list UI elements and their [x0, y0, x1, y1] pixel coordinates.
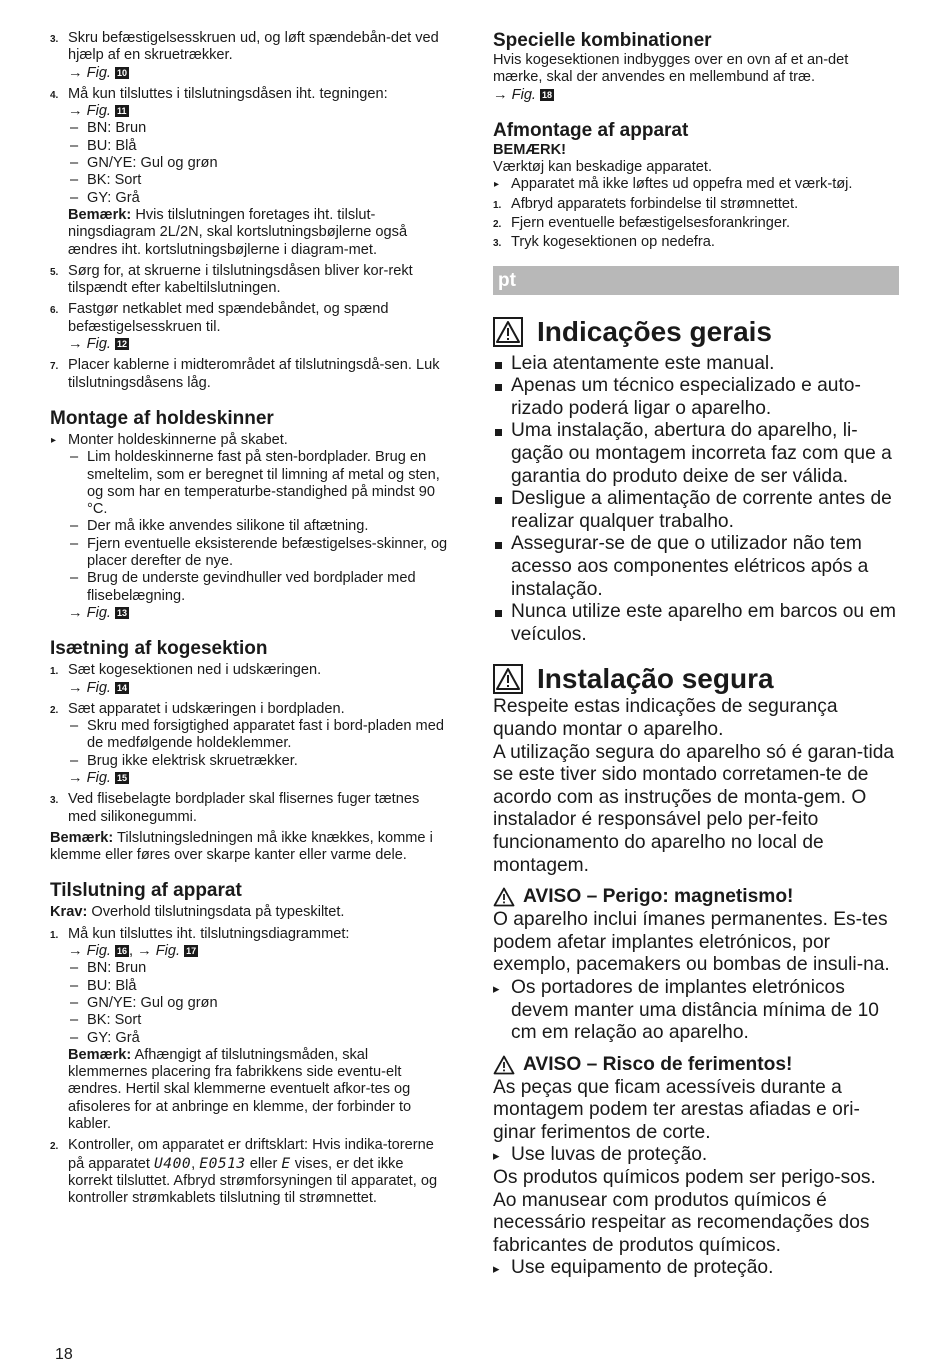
instruction-step: ▸ Monter holdeskinnerne på skabet.: [50, 432, 450, 449]
paragraph: Hvis kogesektionen indbygges over en ovn af et an-det mærke, skal der anvendes en mellembund af træ.: [493, 52, 849, 86]
substep: – Der må ikke anvendes silikone til aftætning.: [68, 518, 450, 535]
note: Bemærk: Afhængigt af tilslutningsmåden, skal klemmernes placering fra fabrikkens side eventu-elt ændres. Hertil skal klemmerne eventuelt afkor-tes og afisoleres for at anbringe en klemme, der forbinder to kabler.: [68, 1046, 412, 1133]
figure-ref: → Fig. 13: [68, 604, 127, 621]
note: Bemærk: Tilslutningsledningen må ikke knækkes, komme i klemme eller føres over skarpe kanter eller varme dele.: [50, 829, 433, 864]
heading-tilslutning: Tilslutning af apparat: [50, 880, 242, 902]
wire-item: – GN/YE: Gul og grøn: [68, 995, 450, 1012]
list-item: Desligue a alimentação de corrente antes de realizar qualquer trabalho.: [493, 488, 899, 533]
display-code: E0513: [199, 1154, 246, 1172]
wire-item: – BU: Blå: [68, 978, 450, 995]
requirement: Krav: Overhold tilslutningsdata på typeskiltet.: [50, 904, 345, 921]
step-5: 5. Sørg for, at skruerne i tilslutningsdåsen bliver kor-rekt tilspændt efter kabeltilslutningen.: [50, 262, 413, 297]
figure-number-badge: 10: [116, 67, 127, 78]
step-7: 7. Placer kablerne i midterområdet af tilslutningsdå-sen. Luk tilslutningsdåsens låg.: [50, 357, 440, 391]
warning-injury-heading: AVISO – Risco de ferimentos!: [493, 1053, 899, 1077]
bullet-list: [493, 353, 899, 647]
wire-item: – BU: Blå: [68, 138, 450, 155]
display-code: U400: [154, 1154, 192, 1172]
note-label: BEMÆRK!: [493, 141, 566, 158]
right-column: [493, 30, 899, 1280]
heading-indicacoes: Indicações gerais: [493, 315, 899, 349]
list-item: Leia atentamente este manual.: [493, 353, 899, 376]
wire-item: – GN/YE: Gul og grøn: [68, 155, 450, 172]
instruction-step: ▸ Apparatet må ikke løftes ud oppefra med et værk-tøj.: [493, 176, 899, 193]
substep: – Fjern eventuelle eksisterende befæstigelses-skinner, og placer derefter de nye.: [68, 536, 450, 571]
step-3-unscrew: 3. Skru befæstigelsesskruen ud, og løft spændebån-det ved hjælp af en skruetrækker. → Fig. 10: [50, 30, 450, 82]
step-2: 2. Fjern eventuelle befæstigelsesforankringer.: [493, 215, 791, 232]
warning-icon: [493, 664, 523, 694]
paragraph: Respeite estas indicações de segurança quando montar o aparelho.: [493, 696, 838, 740]
figure-number-badge: 18: [541, 89, 552, 100]
heading-specielle: Specielle kombinationer: [493, 30, 712, 51]
warning-magnetism-heading: AVISO – Perigo: magnetismo!: [493, 885, 899, 909]
paragraph: Os produtos químicos podem ser perigo-sos. Ao manusear com produtos químicos é necessário respeitar as recomendações dos fabricantes de produtos químicos.: [493, 1167, 876, 1256]
step-2: 2. Sæt apparatet i udskæringen i bordpladen. – Skru med forsigtighed apparatet fast i bord-pladen med de medfølgende holdeklemmer. – Brug ikke elektrisk skruetrækker. → Fig. 15: [50, 701, 450, 787]
wire-item: – BK: Sort: [68, 172, 450, 189]
figure-ref: → Fig. 18: [493, 86, 552, 103]
warning-icon: [493, 317, 523, 347]
figure-number-badge: 12: [116, 339, 127, 350]
figure-number-badge: 11: [116, 106, 127, 117]
figure-number-badge: 17: [186, 946, 197, 957]
instruction-step: ▸ Use luvas de proteção.: [493, 1144, 899, 1167]
warning-triangle-icon: [493, 1055, 515, 1075]
paragraph: A utilização segura do aparelho só é garan-tida se este tiver sido montado corretamen-te de acordo com as instruções de monta-gem. O instalador é responsável pelo per-feito funcionamento do aparelho no local de montagem.: [493, 741, 895, 876]
paragraph: Værktøj kan beskadige apparatet.: [493, 159, 713, 176]
figure-ref: → Fig. 15: [68, 769, 127, 786]
figure-number-badge: 14: [116, 682, 127, 693]
wire-item: – GY: Grå: [68, 1030, 450, 1047]
figure-ref: → Fig. 11: [68, 103, 127, 120]
list-item: Uma instalação, abertura do aparelho, li-gação ou montagem incorreta faz com que a garantia do produto deixe de ser válida.: [493, 420, 899, 488]
warning-triangle-icon: [493, 887, 515, 907]
step-3: 3. Ved flisebelagte bordplader skal flisernes fuger tætnes med silikonegummi.: [50, 791, 420, 825]
instruction-step: ▸ Os portadores de implantes eletrónicos devem manter uma distância mínima de 10 cm em relação ao aparelho.: [493, 977, 899, 1045]
step-1-connect: 1. Må kun tilsluttes iht. tilslutningsdiagrammet: → Fig. 16 , → Fig. 17 – BN: Brun – BU: Blå – GN/YE: Gul og grøn – BK: Sort – GY: Grå Bemærk: Afhængigt af tilslutningsmåden, skal klemmernes placering fra fabrikkens side eventu-elt ændres. Hertil skal klemmerne eventuelt afkor-tes og afisoleres for at anbringe en klemme, der forbinder to kabler.: [50, 926, 450, 1134]
step-1: 1. Afbryd apparatets forbindelse til strømnettet.: [493, 195, 799, 212]
figure-number-badge: 15: [116, 772, 127, 783]
instruction-step: ▸ Use equipamento de proteção.: [493, 1257, 899, 1280]
language-bar: pt: [493, 266, 899, 295]
paragraph: O aparelho inclui ímanes permanentes. Es-tes podem afetar implantes eletrónicos, por exemplo, pacemakers ou bombas de insuli-na.: [493, 909, 890, 976]
step-2-check: 2. Kontroller, om apparatet er driftsklart: Hvis indika-torerne på apparatet U400, E0513 eller E vises, er det ikke korrekt tilsluttet. Afbryd strømforsyningen til apparatet, og kontroller strømkablets tilslutning til strømnettet.: [50, 1137, 438, 1207]
list-item: Nunca utilize este aparelho em barcos ou em veículos.: [493, 601, 899, 646]
display-code: E: [281, 1154, 291, 1172]
montage-substeps: [50, 449, 450, 622]
figure-ref: → Fig. 10: [68, 64, 127, 81]
heading-montage: Montage af holdeskinner: [50, 407, 274, 429]
heading-instalacao: Instalação segura: [493, 662, 899, 696]
left-column: [50, 30, 450, 1212]
figure-number-badge: 16: [116, 946, 127, 957]
list-item: Apenas um técnico especializado e auto-rizado poderá ligar o aparelho.: [493, 375, 899, 420]
step-4-connect: 4. Må kun tilsluttes i tilslutningsdåsen iht. tegningen: → Fig. 11 – BN: Brun – BU: Blå – GN/YE: Gul og grøn – BK: Sort – GY: Grå Bemærk: Hvis tilslutningen foretages iht. tilslut-ningsdiagram 2L/2N, skal kortslutningsbøjlerne også ændres iht. kortslutningsbøjlerne i diagram-met.: [50, 86, 450, 259]
step-1: 1. Sæt kogesektionen ned i udskæringen. → Fig. 14: [50, 662, 450, 697]
substep: – Lim holdeskinnerne fast på sten-bordplader. Brug en smeltelim, som er beregnet til limning af metal og sten, og som har en temperaturbe-standighed på mindst 90 °C.: [68, 449, 450, 518]
page-number: 18: [55, 1346, 73, 1363]
step-6: 6. Fastgør netkablet med spændebåndet, og spænd befæstigelsesskruen til. → Fig. 12: [50, 301, 450, 353]
wire-item: – BK: Sort: [68, 1012, 450, 1029]
figure-ref: → Fig. 12: [68, 336, 127, 353]
figure-number-badge: 13: [116, 607, 127, 618]
note: Bemærk: Hvis tilslutningen foretages iht. tilslut-ningsdiagram 2L/2N, skal kortslutningsbøjlerne også ændres iht. kortslutningsbøjlerne i diagram-met.: [68, 206, 408, 258]
substep: – Brug ikke elektrisk skruetrækker.: [68, 753, 450, 770]
heading-isaetning: Isætning af kogesektion: [50, 638, 268, 660]
substep: – Skru med forsigtighed apparatet fast i bord-pladen med de medfølgende holdeklemmer.: [68, 718, 450, 753]
list-item: Assegurar-se de que o utilizador não tem acesso aos componentes elétricos após a instalação.: [493, 533, 899, 601]
wire-item: – GY: Grå: [68, 190, 450, 207]
step-3: 3. Tryk kogesektionen op nedefra.: [493, 234, 715, 251]
paragraph: As peças que ficam acessíveis durante a montagem podem ter arestas afiadas e ori-ginar ferimentos de corte.: [493, 1076, 860, 1143]
heading-afmontage: Afmontage af apparat: [493, 119, 689, 141]
wire-item: – BN: Brun: [68, 960, 450, 977]
figure-ref: → Fig. 16 , → Fig. 17: [68, 943, 197, 960]
wire-item: – BN: Brun: [68, 120, 450, 137]
substep: – Brug de underste gevindhuller ved bordplader med flisebelægning.: [68, 570, 450, 605]
figure-ref: → Fig. 14: [68, 679, 127, 696]
